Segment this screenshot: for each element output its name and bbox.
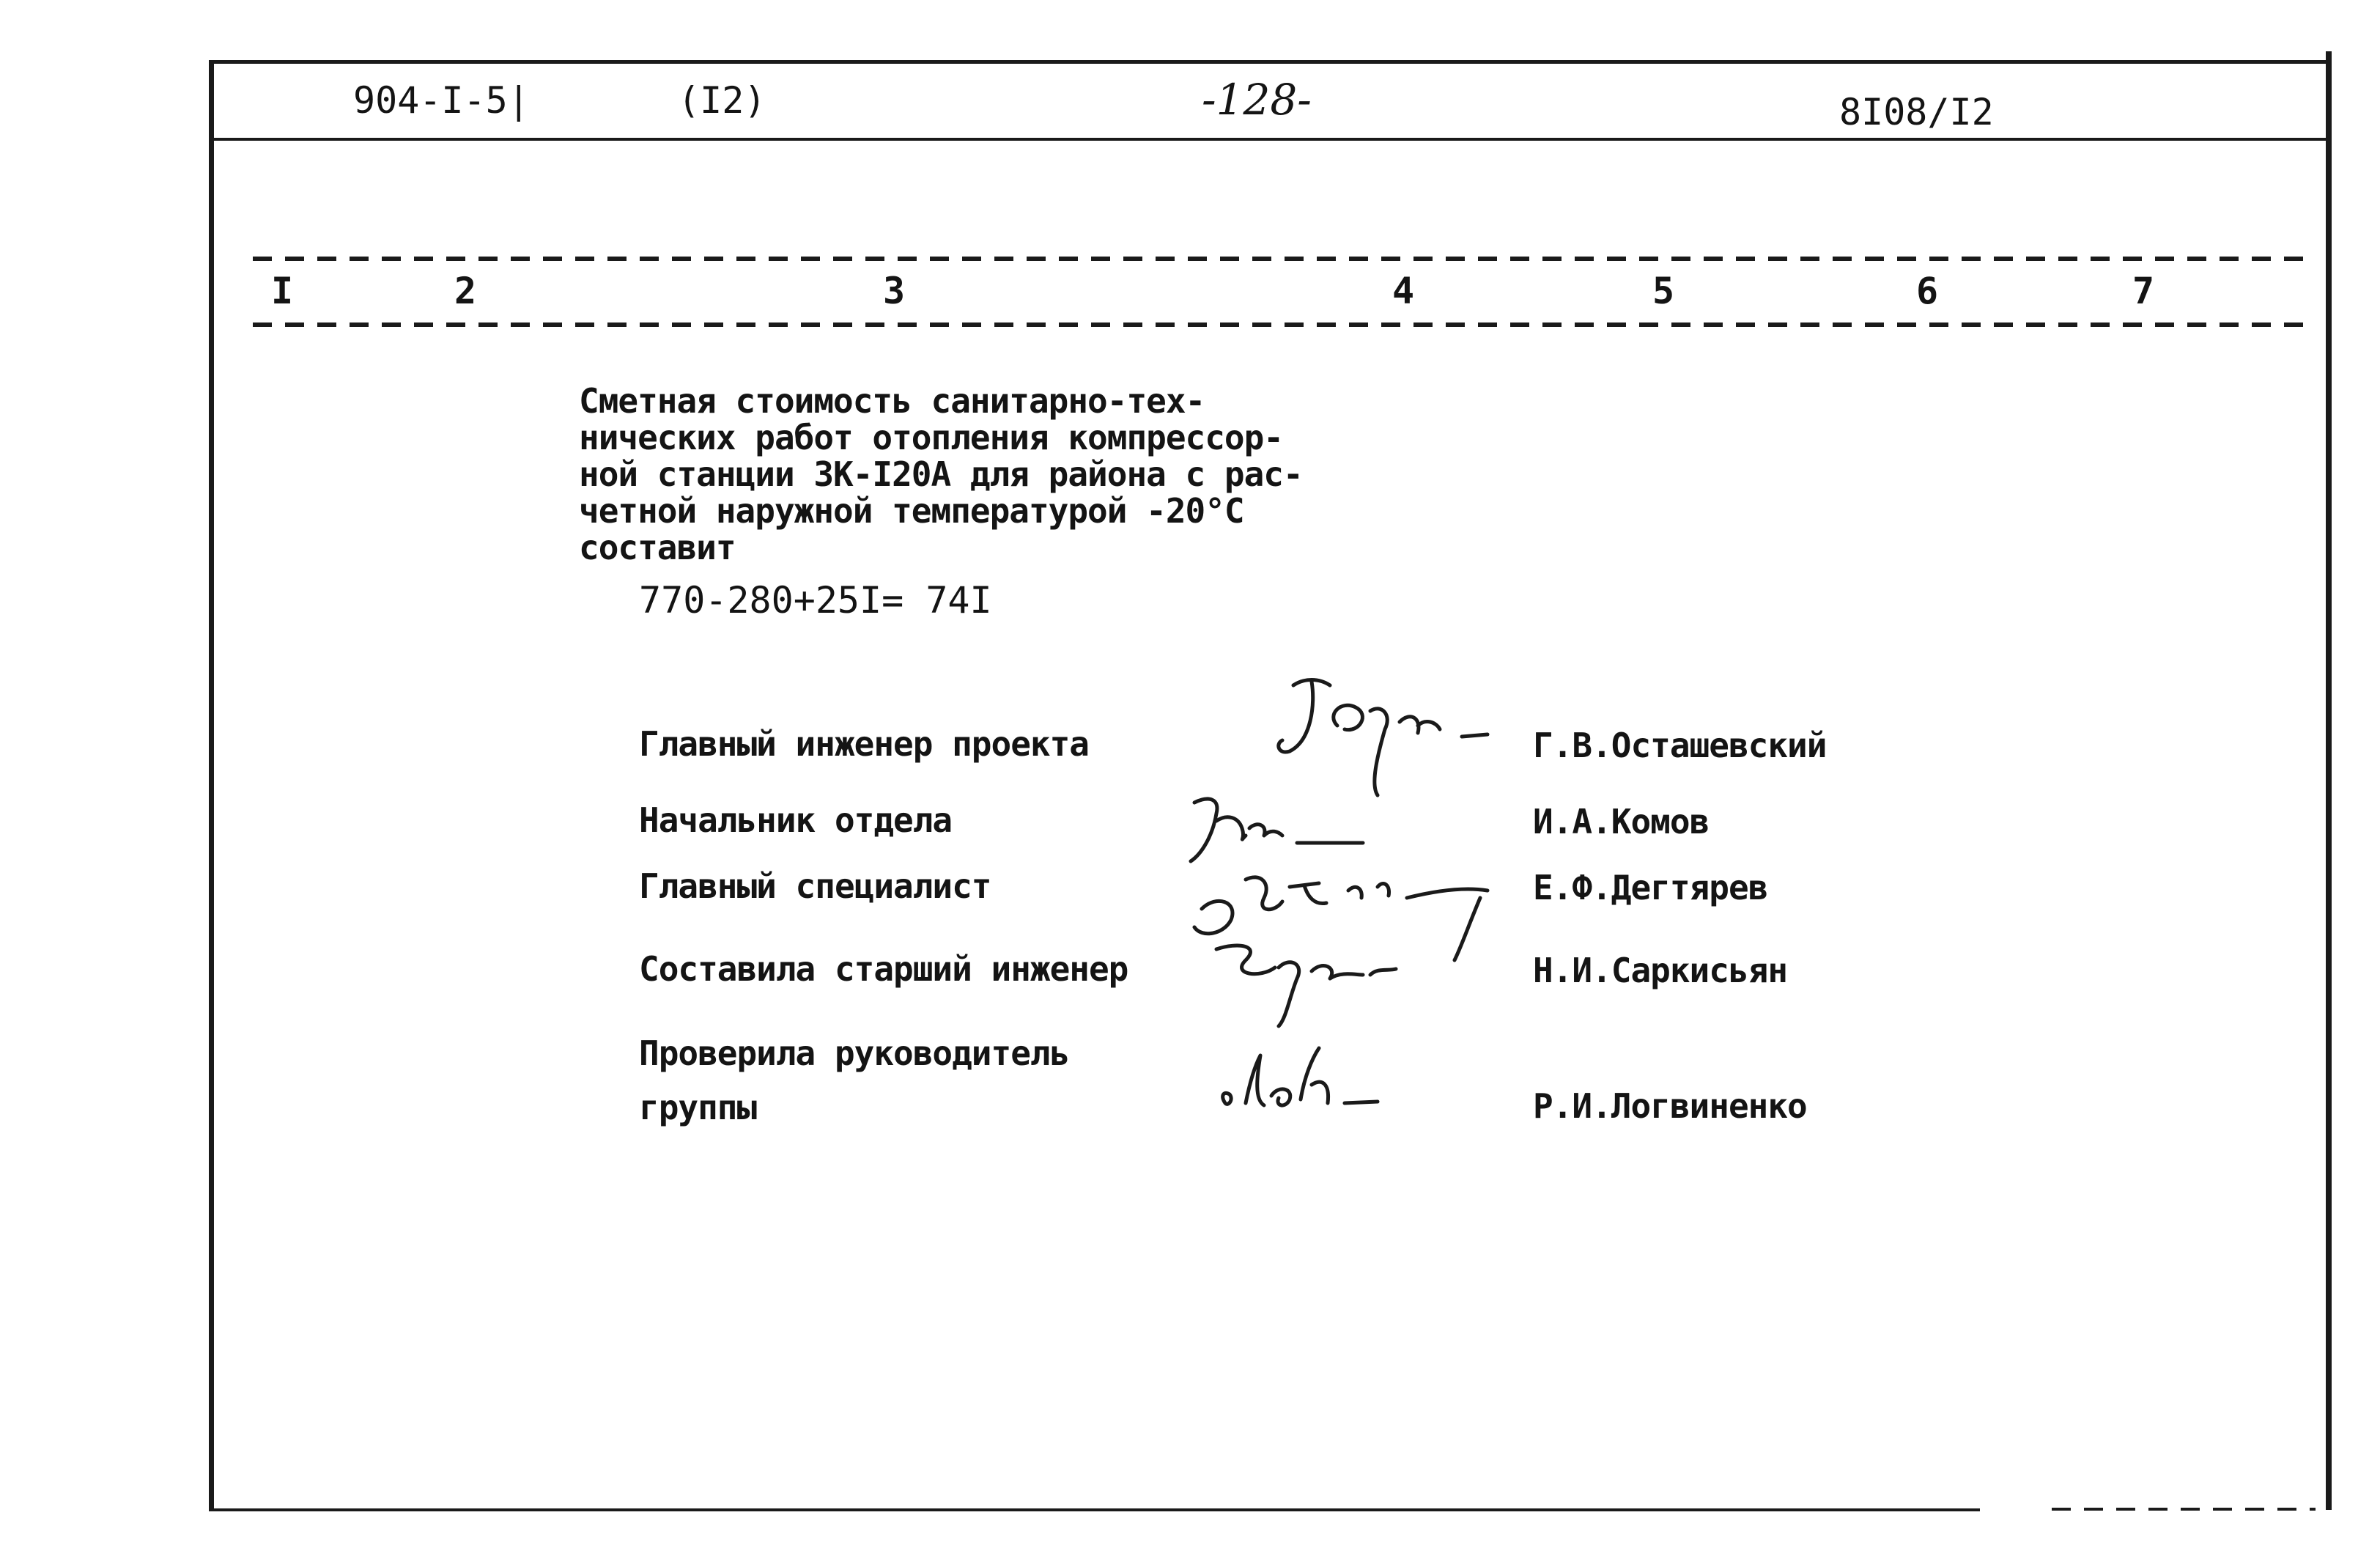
name-checked-by: Р.И.Логвиненко xyxy=(1533,1086,1807,1126)
column-number-6: 6 xyxy=(1916,270,1939,312)
signature-checked-by xyxy=(1223,1048,1378,1105)
document-code: 904-I-5| xyxy=(353,79,530,122)
body-line-1: Сметная стоимость санитарно-тех- xyxy=(579,381,1205,421)
column-number-3: 3 xyxy=(883,270,906,312)
name-department-head: И.А.Комов xyxy=(1533,802,1710,841)
column-number-1: I xyxy=(271,270,294,312)
role-department-head: Начальник отдела xyxy=(639,800,953,840)
column-number-2: 2 xyxy=(454,270,477,312)
body-line-2: нических работ отопления компрессор- xyxy=(579,418,1283,457)
frame-bottom-dashes xyxy=(2052,1508,2316,1511)
frame-bottom-rule xyxy=(214,1508,1980,1511)
signature-department-head xyxy=(1191,799,1363,861)
signature-chief-specialist xyxy=(1194,877,1488,960)
column-number-7: 7 xyxy=(2132,270,2155,312)
sheet-reference: (I2) xyxy=(678,79,766,122)
cost-formula: 770-280+25I= 74I xyxy=(639,579,992,622)
signature-chief-engineer xyxy=(1279,680,1488,796)
role-chief-engineer: Главный инженер проекта xyxy=(639,724,1089,764)
album-code: 8I08/I2 xyxy=(1839,91,1994,133)
name-chief-engineer: Г.В.Осташевский xyxy=(1533,726,1827,765)
body-line-5: составит xyxy=(579,528,736,567)
column-number-4: 4 xyxy=(1392,270,1415,312)
signature-compiled-by xyxy=(1216,946,1396,1026)
role-compiled-by: Составила старший инженер xyxy=(639,949,1128,989)
name-chief-specialist: Е.Ф.Дегтярев xyxy=(1533,868,1768,907)
column-number-5: 5 xyxy=(1652,270,1675,312)
name-compiled-by: Н.И.Саркисьян xyxy=(1533,951,1788,990)
role-checked-by: Проверила руководитель группы xyxy=(639,1033,1070,1127)
page-number: -128- xyxy=(1202,75,1312,125)
body-line-4: четной наружной температурой -20°С xyxy=(579,491,1244,531)
body-line-3: ной станции 3К-I20А для района с рас- xyxy=(579,454,1303,494)
role-chief-specialist: Главный специалист xyxy=(639,866,991,906)
